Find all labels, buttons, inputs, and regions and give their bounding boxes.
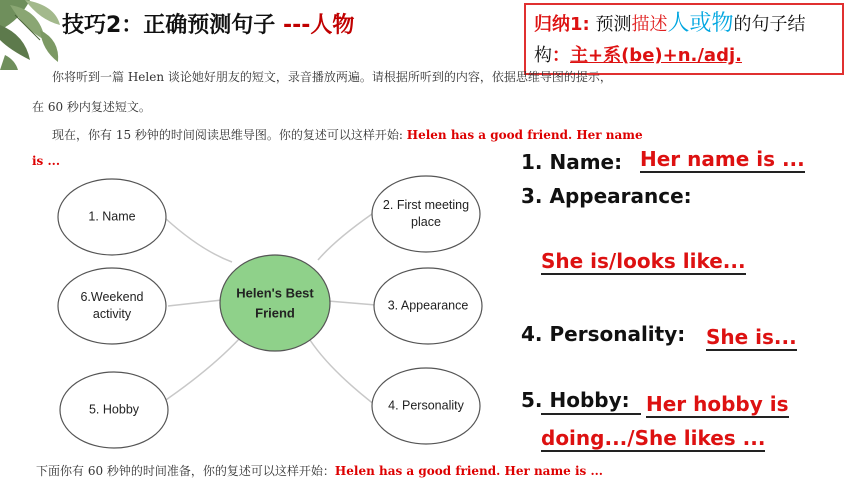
- node-label-weekend-line-2: activity: [92, 306, 132, 321]
- center-ellipse: [220, 255, 330, 351]
- instruction-line-3a: 现在，你有 15 秒钟的时间阅读思维导图。你的复述可以这样开始:: [52, 128, 407, 142]
- summary-formula: 主+系(be)+n./adj.: [570, 45, 742, 66]
- node-label-name-line-1: 1. Name: [88, 209, 136, 224]
- mindmap-node-personality: [372, 368, 480, 444]
- bottom-instruction: [36, 462, 603, 479]
- summary-colon: ：: [552, 45, 570, 66]
- node-label-first-meeting-line-2: place: [411, 214, 441, 229]
- instruction-line-4-text: is ...: [32, 154, 61, 168]
- summary-label: 归纳1:: [534, 14, 590, 35]
- center-label-line-2: Friend: [255, 305, 295, 321]
- mindmap-node-weekend: [58, 268, 166, 344]
- node-label-hobby-line-1: 5. Hobby: [88, 402, 140, 417]
- summary-t3: 人或物: [667, 11, 734, 36]
- hobby-underline: [541, 413, 641, 415]
- summary-t2: 描述: [631, 14, 668, 35]
- node-label-weekend-line-1: 6.Weekend: [80, 289, 144, 304]
- title-suffix: ---人物: [282, 13, 355, 38]
- answer-text-personality: She is...: [706, 325, 797, 349]
- answer-label-hobby: 5. Hobby:: [521, 388, 630, 412]
- node-label-first-meeting-line-1: 2. First meeting: [382, 197, 470, 212]
- answer-label-name: 1. Name:: [521, 150, 623, 174]
- answer-label-personality: 4. Personality:: [521, 322, 686, 346]
- summary-t4: 的句子结构: [534, 14, 806, 66]
- mindmap-node-appearance: [374, 268, 482, 344]
- answer-text-name: Her name is ...: [640, 147, 805, 171]
- answer-label-appearance: 3. Appearance:: [521, 184, 692, 208]
- node-label-personality-line-1: 4. Personality: [388, 398, 464, 413]
- title-prefix: 技巧2：正确预测句子: [62, 13, 283, 38]
- bottom-instruction-b: Helen has a good friend. Her name is ...: [334, 464, 603, 478]
- mindmap-node-name: [58, 179, 166, 255]
- answer-text-hobby: Her hobby is: [646, 392, 789, 416]
- node-label-appearance-line-1: 3. Appearance: [387, 298, 469, 313]
- answer-text-appearance: She is/looks like...: [541, 249, 746, 273]
- instruction-line-3b: Helen has a good friend. Her name: [406, 128, 643, 142]
- instruction-line-2: 在 60 秒内复述短文。: [32, 100, 151, 114]
- mindmap-center-node: [220, 255, 330, 351]
- bottom-instruction-a: 下面你有 60 秒钟的时间准备，你的复述可以这样开始：: [36, 464, 335, 478]
- mindmap-node-hobby: [60, 372, 168, 448]
- mindmap-node-first-meeting: [372, 176, 480, 252]
- answer-text-hobby-2: doing.../She likes ...: [541, 426, 766, 450]
- summary-t1: 预测: [589, 14, 632, 35]
- instruction-line-1: 你将听到一篇 Helen 谈论她好朋友的短文，录音播放两遍。请根据所听到的内容，依据思维导图的提示，: [52, 70, 612, 84]
- center-label-line-1: Helen's Best: [236, 285, 314, 301]
